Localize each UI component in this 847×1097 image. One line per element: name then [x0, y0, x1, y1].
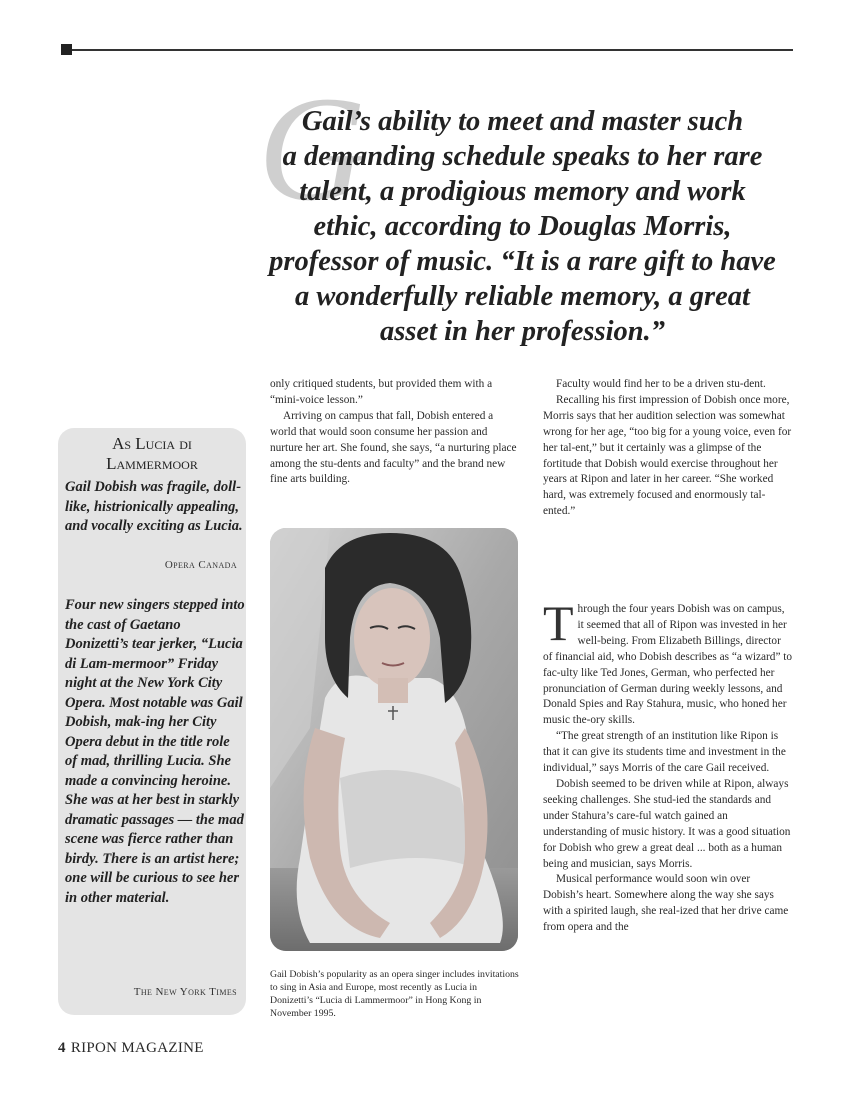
pull-quote-decorative-letter: G: [258, 66, 367, 232]
top-rule-marker: [61, 44, 72, 55]
magazine-name: RIPON MAGAZINE: [70, 1040, 204, 1056]
pull-quote-line: talent, a prodigious memory and work: [299, 176, 746, 207]
article-column-2-top: [543, 377, 793, 520]
review-quote-opera-canada: Gail Dobish was fragile, doll-like, histrionically appealing, and vocally exciting as Lucia.: [65, 479, 243, 534]
review-source-opera-canada: Opera Canada: [164, 559, 237, 571]
pull-quote-line: Gail’s ability to meet and master such: [301, 106, 744, 137]
article-paragraph: Musical performance would soon win over Dobish’s heart. Somewhere along the way she says with a spirited laugh, she real-ized that her drive came from opera and the: [543, 873, 789, 934]
opera-singer-photo: [270, 528, 518, 951]
article-paragraph: “The great strength of an institution like Ripon is that it can give its students time and investment in the individual,” says Morris of the care Gail received.: [543, 730, 786, 775]
pull-quote-line: a demanding schedule speaks to her rare: [282, 141, 763, 172]
photo-caption: Gail Dobish’s popularity as an opera singer includes invitations to sing in Asia and Europe, most recently as Lucia in Donizetti’s “Lucia di Lammermoor” in Hong Kong in November 1995.: [270, 969, 519, 1019]
review-source-nyt: The New York Times: [133, 986, 237, 998]
article-paragraph: Recalling his first impression of Dobish once more, Morris says that her audition selection was somewhat wrong for her age, “too big for a young voice, even for her tal-ent,” but it certainly was a glimpse of the fortitude that Dobish would exercise throughout her years at Ripon and later in her career. “She worked hard, was extremely focused and enormously tal-ented.”: [543, 393, 792, 518]
top-rule: [72, 49, 793, 51]
page-footer: [58, 1040, 204, 1057]
article-paragraph: Through the four years Dobish was on campus, it seemed that all of Ripon was invested in her well-being. From Elizabeth Billings, director of financial aid, who Dobish describes as “a wizard” to fac-ulty like Ted Jones, German, who perfected her pronunciation of German during weekly lessons, and Donald Spies and Ray Stahura, music, who honed her music the-ory skills.: [543, 595, 793, 727]
article-paragraph: Dobish seemed to be driven while at Ripon, always seeking challenges. She stud-ied the standards and under Stahura’s care-ful watch gained an understanding of music history. It was a good situation for Dobish who grew a great deal ... both as a human being and musician, says Morris.: [543, 777, 791, 870]
pull-quote-line: asset in her profession.”: [379, 316, 666, 347]
article-paragraph: Arriving on campus that fall, Dobish entered a world that would soon consume her passion and nurture her art. She found, she says, “a nurturing place among the stu-dents and faculty” and the brand new fine arts building.: [270, 409, 517, 486]
reviews-sidebar: [58, 428, 246, 1015]
article-column-2-bottom: [543, 595, 793, 936]
pull-quote-line: ethic, according to Douglas Morris,: [313, 211, 732, 242]
opera-singer-illustration: [270, 528, 518, 951]
article-paragraph: Faculty would find her to be a driven stu-dent.: [556, 378, 766, 390]
article-paragraph: only critiqued students, but provided them with a “mini-voice lesson.”: [270, 378, 493, 406]
page-number: 4: [58, 1040, 66, 1056]
pull-quote-line: professor of music. “It is a rare gift to have: [269, 246, 776, 277]
pull-quote-line: a wonderfully reliable memory, a great: [295, 281, 750, 312]
drop-cap-letter: T: [543, 595, 574, 651]
pull-quote: [250, 66, 795, 352]
sidebar-heading: As Lucia di Lammermoor: [106, 434, 198, 473]
review-quote-nyt: Four new singers stepped into the cast of Gaetano Donizetti’s tear jerker, “Lucia di Lam-mermoor” Friday night at the New York City Opera. Most notable was Gail Dobish, mak-ing her City Opera debut in the title role of mad, thrilling Lucia. She made a convincing heroine. She was at her best in starkly dramatic passages — the mad scene was fierce rather than birdy. There is an artist here; one will be curious to see her in other material.: [65, 597, 245, 906]
pull-quote-text: [250, 104, 795, 349]
article-column-1: [270, 377, 520, 488]
